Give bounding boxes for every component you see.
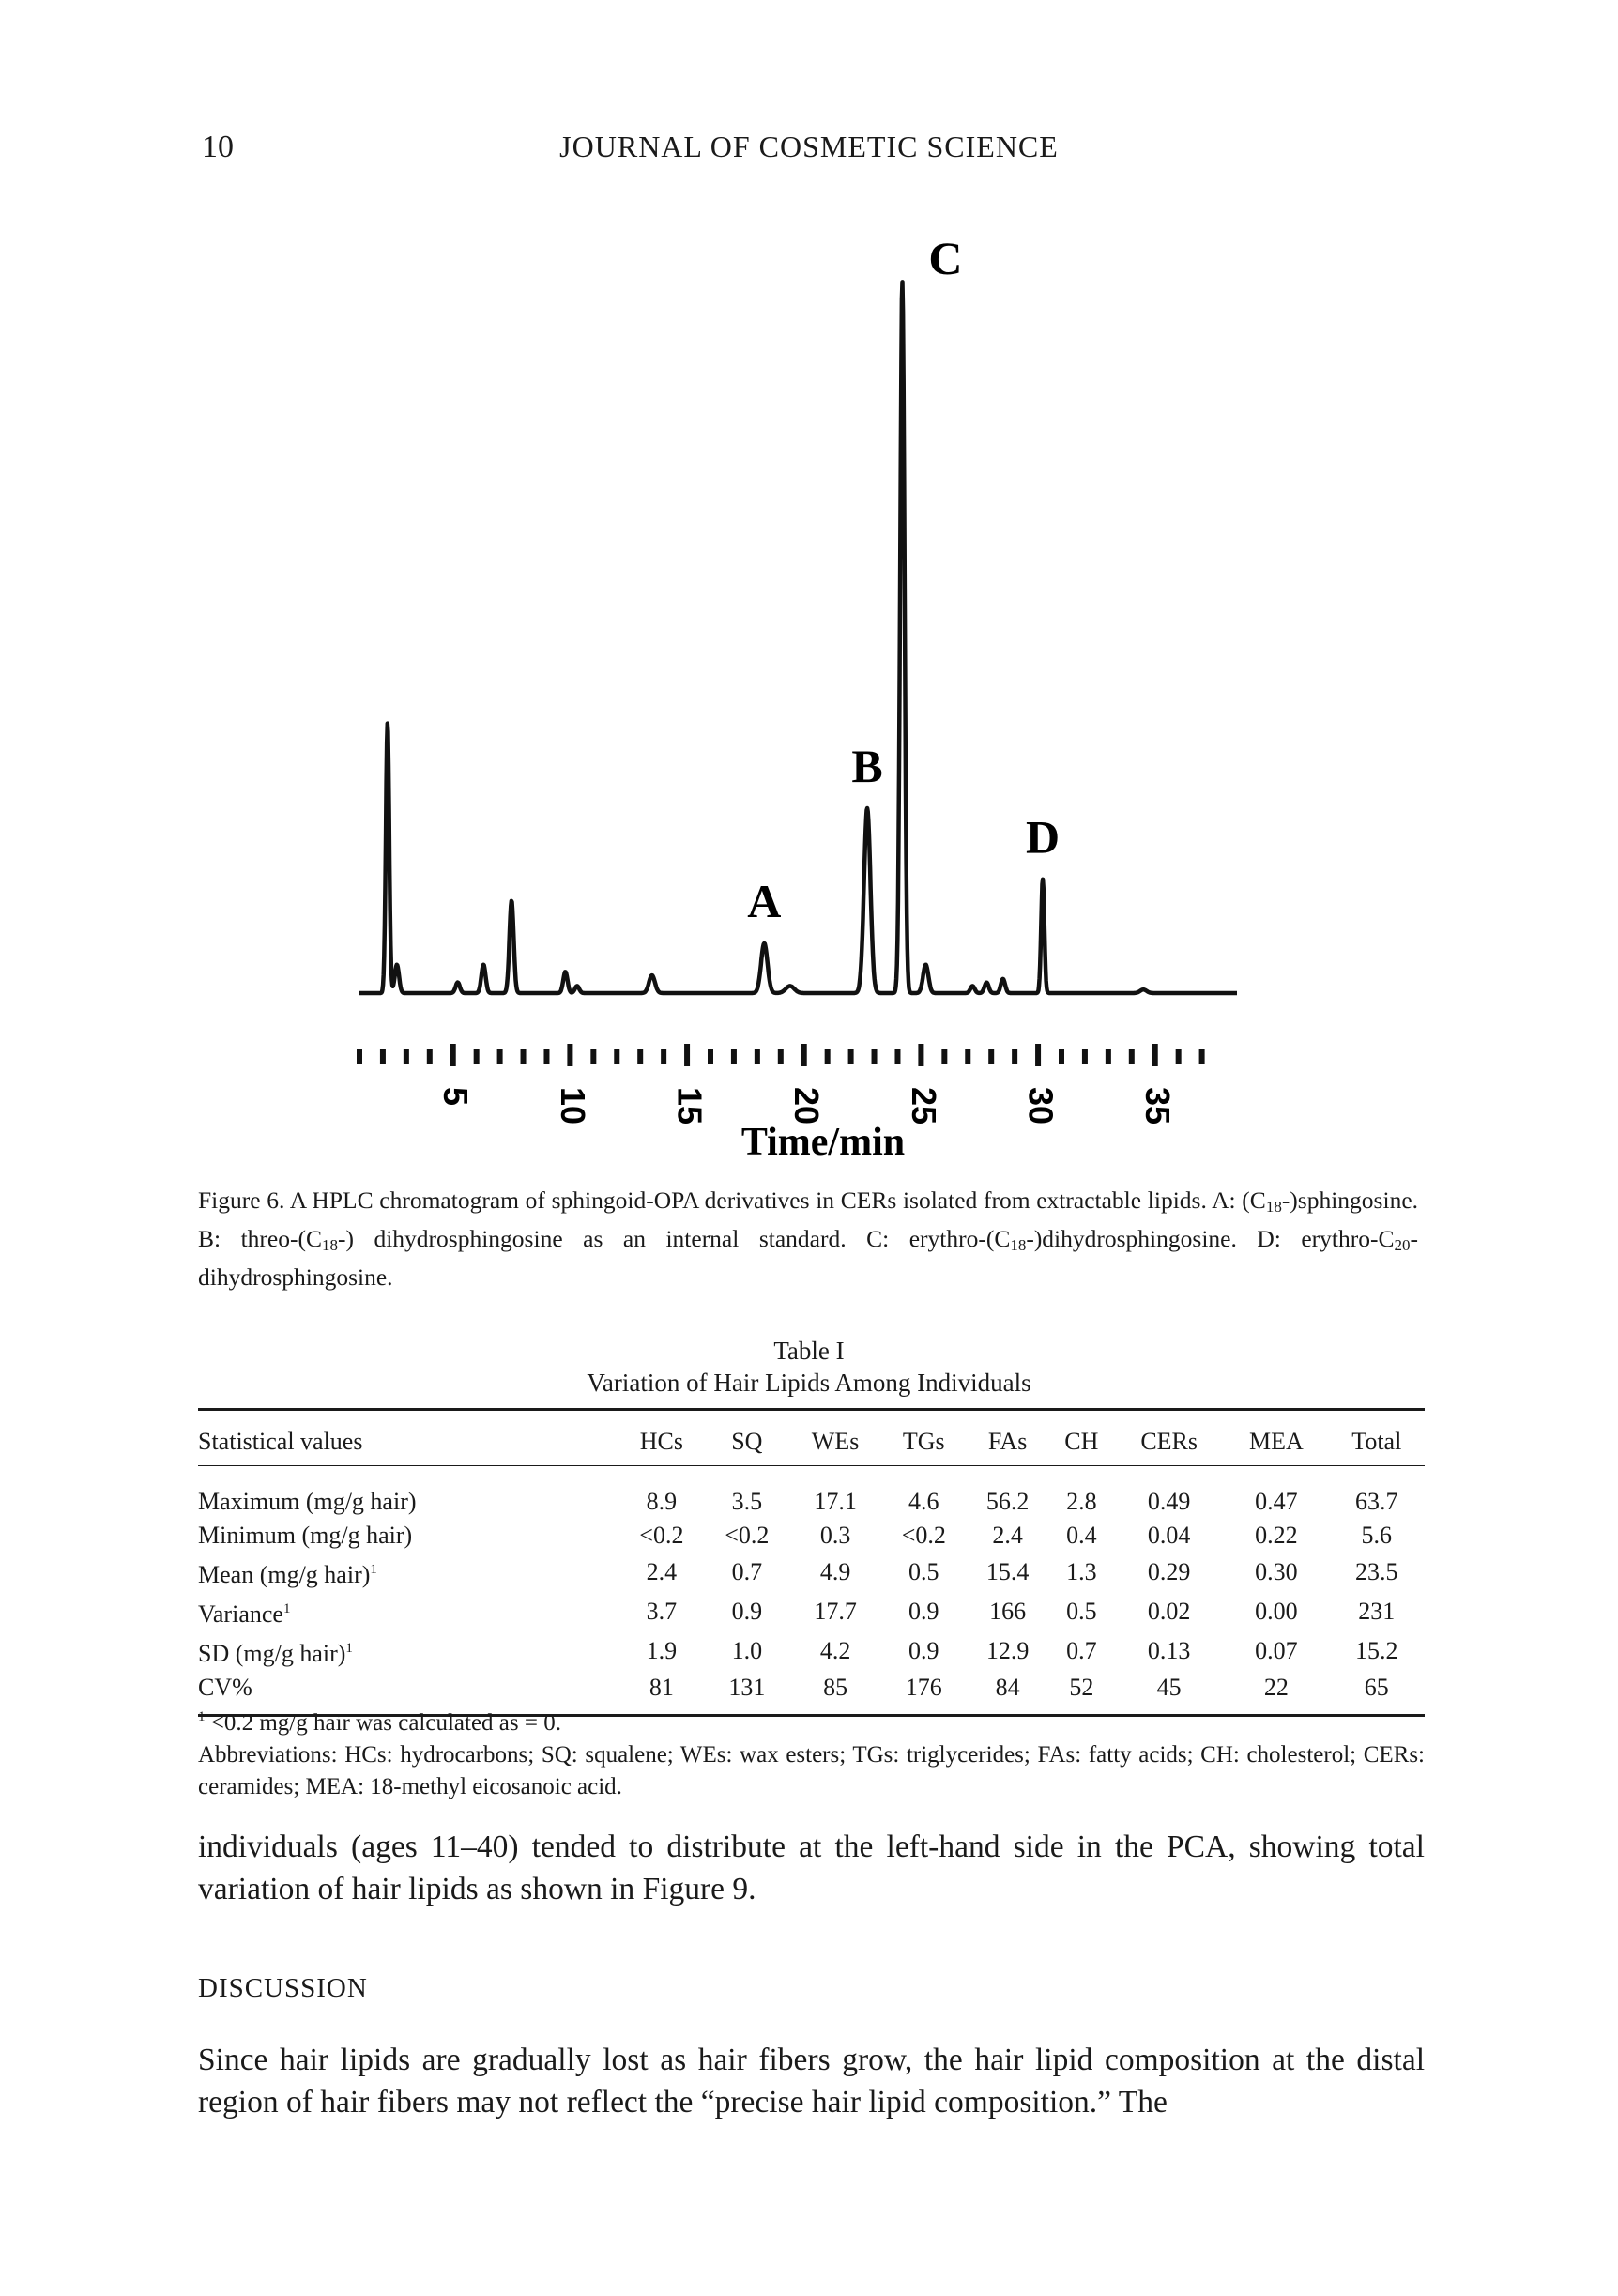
time-tick	[567, 1044, 572, 1066]
table-cell: 12.9	[985, 1637, 1030, 1664]
row-footnote-marker: 1	[345, 1641, 353, 1656]
time-tick	[801, 1044, 807, 1066]
table-cell: <0.2	[725, 1522, 770, 1549]
table-cell: 15.2	[1355, 1637, 1398, 1664]
table-cell: 0.30	[1255, 1558, 1298, 1585]
table-cell: <0.2	[901, 1522, 946, 1549]
table-notes	[198, 1701, 1425, 1803]
table-cell: 84	[995, 1674, 1020, 1701]
row-footnote-marker: 1	[282, 1601, 291, 1616]
time-tick	[1176, 1049, 1182, 1064]
caption-text-5: -dihydrosphingosine.	[198, 1225, 1418, 1291]
table-cell: 2.8	[1066, 1488, 1097, 1515]
time-tick	[1106, 1049, 1111, 1064]
time-tick	[357, 1049, 362, 1064]
row-label: SD (mg/g hair)$^1$	[198, 1640, 353, 1667]
table-cell: 1.9	[646, 1637, 678, 1664]
time-tick	[755, 1049, 760, 1064]
column-header-hcs: HCs	[639, 1428, 683, 1455]
table-cell: 231	[1358, 1598, 1396, 1625]
time-tick	[1035, 1044, 1041, 1066]
time-tick	[404, 1049, 409, 1064]
section-heading: DISCUSSION	[198, 1973, 368, 2003]
page-header	[0, 130, 1618, 176]
time-tick	[731, 1049, 737, 1064]
caption-text-1: A HPLC chromatogram of sphingoid-OPA derivatives in CERs isolated from extractable lipids. A: (C	[289, 1186, 1266, 1214]
x-axis-label: Time/min	[740, 1121, 906, 1164]
table-cell: 81	[649, 1674, 674, 1701]
table-cell: 65	[1364, 1674, 1389, 1701]
column-header-fas: FAs	[987, 1428, 1028, 1455]
page-number: 10	[202, 130, 234, 164]
table-cell: 15.4	[985, 1558, 1030, 1585]
column-header-cers: CERs	[1140, 1428, 1198, 1455]
time-tick	[1199, 1049, 1205, 1064]
time-tick	[1082, 1049, 1088, 1064]
row-label: Mean (mg/g hair)$^1$	[198, 1561, 377, 1588]
time-tick	[988, 1049, 994, 1064]
row-label: Minimum (mg/g hair)	[198, 1522, 413, 1549]
caption-text-4: -)dihydrosphingosine. D: erythro-C	[1026, 1225, 1395, 1252]
table-cell: 131	[728, 1674, 766, 1701]
table-cell: 23.5	[1355, 1558, 1398, 1585]
table-cell: 0.9	[908, 1598, 939, 1625]
table-cell: 4.9	[819, 1558, 851, 1585]
table-cell: 0.02	[1147, 1598, 1191, 1625]
time-tick-label: 25	[904, 1087, 943, 1125]
time-tick	[1012, 1049, 1017, 1064]
table-header-row	[198, 1410, 1425, 1466]
table-cell: 4.2	[819, 1637, 851, 1664]
abbreviations: Abbreviations: HCs: hydrocarbons; SQ: squalene; WEs: wax esters; TGs: triglycerides; FAs: fatty acids; CH: cholesterol; CERs: ceramides; MEA: 18-methyl eicosanoic acid.	[198, 1742, 1425, 1799]
peak-label-c: C	[928, 232, 963, 284]
table-title: Variation of Hair Lipids Among Individuals	[587, 1369, 1031, 1397]
table-cell: 166	[989, 1598, 1027, 1625]
time-tick-label: 5	[436, 1087, 476, 1107]
time-tick	[521, 1049, 527, 1064]
caption-sub-2: 18	[321, 1236, 338, 1254]
time-tick	[848, 1049, 854, 1064]
time-tick	[918, 1044, 923, 1066]
peak-label-d: D	[1025, 810, 1061, 864]
table-heading	[0, 1335, 1618, 1399]
time-tick	[637, 1049, 643, 1064]
table-row	[198, 1553, 1425, 1592]
peak-label-b: B	[851, 739, 883, 792]
table-cell: 1.0	[731, 1637, 763, 1664]
row-footnote-marker: 1	[370, 1562, 377, 1577]
table-cell: 2.4	[646, 1558, 678, 1585]
table-cell: 0.22	[1255, 1522, 1298, 1549]
caption-text-2: -)sphingosine. B: threo-(C	[198, 1186, 1419, 1252]
body-paragraph-1: individuals (ages 11–40) tended to distribute at the left-hand side in the PCA, showing total variation of hair lipids as shown in Figure 9.	[198, 1829, 1425, 1906]
table-number: Table I	[773, 1337, 845, 1365]
time-tick	[543, 1049, 549, 1064]
time-tick	[614, 1049, 619, 1064]
table-row	[198, 1519, 1425, 1553]
time-tick-label: 35	[1138, 1087, 1178, 1125]
footnote-marker: 1	[198, 1709, 206, 1724]
figure-caption	[198, 1185, 1418, 1293]
table-cell: 0.47	[1255, 1488, 1298, 1515]
table-cell: 0.7	[1066, 1637, 1097, 1664]
table-cell: 22	[1263, 1674, 1289, 1701]
column-header-total: Total	[1351, 1428, 1402, 1455]
table-cell: 2.4	[992, 1522, 1023, 1549]
table-cell: 4.6	[908, 1488, 939, 1515]
table-cell: 3.7	[646, 1598, 678, 1625]
peak-label-a: A	[747, 874, 782, 927]
footnote-text: <0.2 mg/g hair was calculated as = 0.	[210, 1710, 561, 1736]
table-cell: 17.7	[814, 1598, 857, 1625]
table-cell: 3.5	[731, 1488, 763, 1515]
time-tick	[894, 1049, 900, 1064]
table-cell: 176	[905, 1674, 942, 1701]
time-tick-label: 15	[670, 1087, 710, 1125]
table-cell: 0.04	[1147, 1522, 1191, 1549]
table-cell: 0.5	[1066, 1598, 1097, 1625]
time-tick	[380, 1049, 386, 1064]
time-tick	[872, 1049, 878, 1064]
table-cell: 0.9	[908, 1637, 939, 1664]
caption-text-3: -) dihydrosphingosine as an internal standard. C: erythro-(C	[337, 1225, 1011, 1252]
table-cell: 5.6	[1361, 1522, 1393, 1549]
column-header-sq: SQ	[731, 1428, 763, 1455]
table-body	[198, 1466, 1425, 1716]
table-cell: 17.1	[814, 1488, 857, 1515]
caption-sub-4: 20	[1394, 1236, 1411, 1254]
chromatogram-trace	[359, 282, 1237, 993]
time-tick	[708, 1049, 713, 1064]
time-tick	[1129, 1049, 1135, 1064]
hair-lipids-table	[198, 1408, 1425, 1717]
time-tick	[965, 1049, 970, 1064]
time-tick	[661, 1049, 666, 1064]
time-tick	[825, 1049, 831, 1064]
table-cell: 0.4	[1066, 1522, 1097, 1549]
table-row	[198, 1466, 1425, 1520]
table-cell: 8.9	[646, 1488, 678, 1515]
time-tick	[941, 1049, 947, 1064]
table-cell: 56.2	[985, 1488, 1030, 1515]
time-tick	[427, 1049, 433, 1064]
time-axis-ticks	[357, 1044, 1205, 1066]
time-tick	[590, 1049, 596, 1064]
table-row	[198, 1631, 1425, 1671]
time-tick	[1152, 1044, 1158, 1066]
time-tick	[497, 1049, 503, 1064]
caption-sub-3: 18	[1010, 1236, 1027, 1254]
table-cell: 0.07	[1255, 1637, 1298, 1664]
column-header-tgs: TGs	[902, 1428, 945, 1455]
figure-label: Figure 6.	[198, 1186, 285, 1214]
table-cell: 52	[1069, 1674, 1094, 1701]
table-cell: 0.00	[1255, 1598, 1298, 1625]
time-tick-label: 30	[1021, 1087, 1061, 1125]
column-header-stat: Statistical values	[198, 1428, 363, 1455]
column-header-mea: MEA	[1249, 1428, 1304, 1455]
time-tick-label: 20	[787, 1087, 827, 1125]
table-cell: 0.7	[731, 1558, 763, 1585]
time-tick-label: 10	[553, 1087, 592, 1125]
table-cell: <0.2	[639, 1522, 684, 1549]
row-label: Variance$^1$	[198, 1600, 291, 1628]
table-cell: 0.5	[908, 1558, 939, 1585]
row-label: CV%	[198, 1674, 252, 1701]
table-cell: 0.9	[731, 1598, 763, 1625]
time-tick	[474, 1049, 480, 1064]
column-header-wes: WEs	[811, 1428, 860, 1455]
hplc-chromatogram	[0, 225, 1618, 1164]
table-cell: 0.49	[1147, 1488, 1191, 1515]
table-cell: 1.3	[1066, 1558, 1097, 1585]
time-tick	[450, 1044, 456, 1066]
table-cell: 0.29	[1147, 1558, 1191, 1585]
table-cell: 45	[1156, 1674, 1182, 1701]
table-cell: 63.7	[1355, 1488, 1398, 1515]
table-cell: 0.13	[1147, 1637, 1191, 1664]
time-axis-tick-labels	[436, 1087, 1177, 1125]
row-label: Maximum (mg/g hair)	[198, 1488, 417, 1515]
table-row	[198, 1592, 1425, 1631]
journal-title: JOURNAL OF COSMETIC SCIENCE	[559, 130, 1059, 163]
body-paragraph-2: Since hair lipids are gradually lost as hair fibers grow, the hair lipid composition at the distal region of hair fibers may not reflect the “precise hair lipid composition.” The	[198, 2043, 1425, 2120]
time-tick	[778, 1049, 784, 1064]
table-footnote	[198, 1701, 1425, 1739]
column-header-ch: CH	[1064, 1428, 1099, 1455]
time-tick	[684, 1044, 690, 1066]
caption-sub-1: 18	[1265, 1198, 1282, 1216]
time-tick	[1059, 1049, 1064, 1064]
table-cell: 85	[823, 1674, 848, 1701]
table-cell: 0.3	[819, 1522, 851, 1549]
